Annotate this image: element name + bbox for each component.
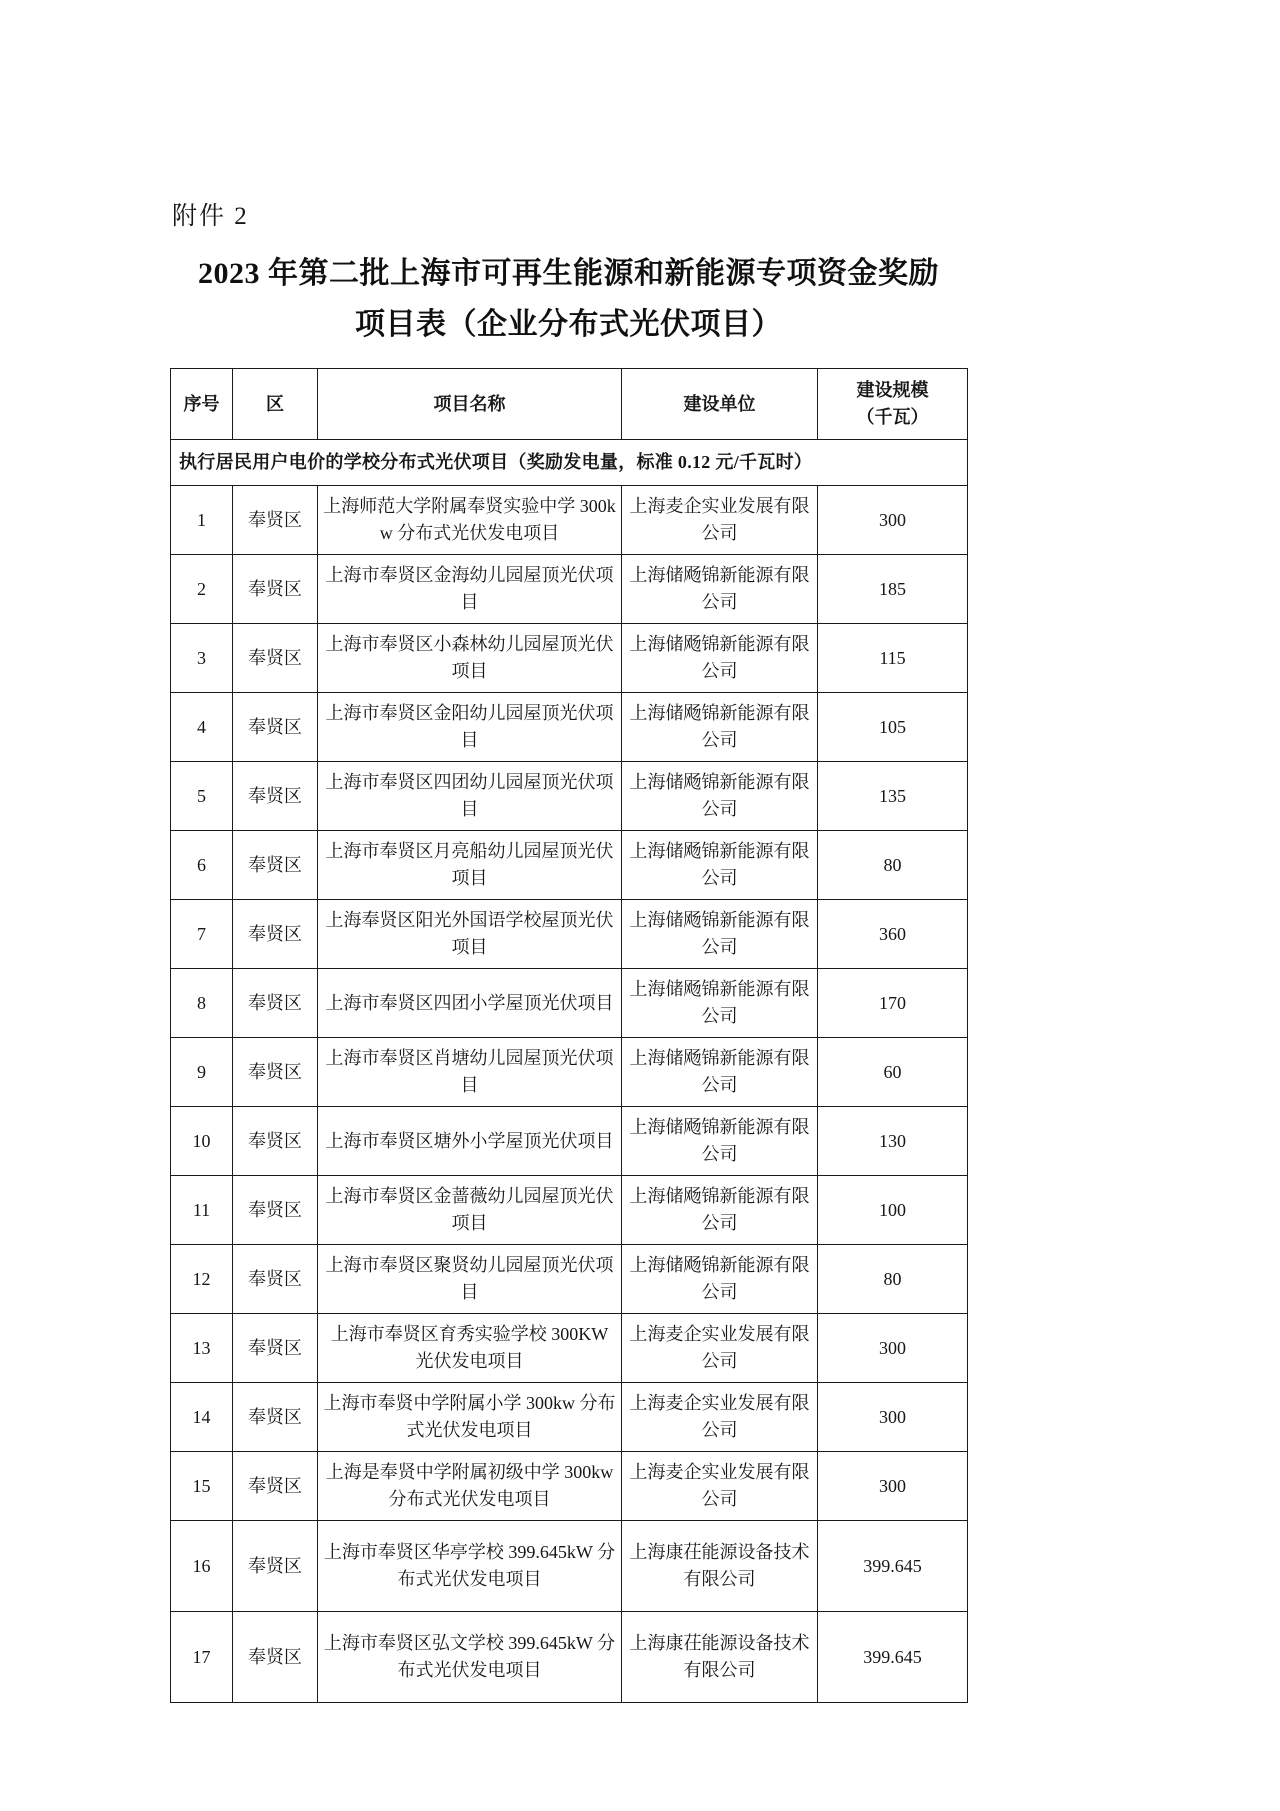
row-construction-scale: 80 [818, 1245, 968, 1314]
row-project-name: 上海市奉贤区金蔷薇幼儿园屋顶光伏项目 [318, 1176, 622, 1245]
row-construction-unit: 上海储飏锦新能源有限公司 [622, 555, 818, 624]
table-header-row [171, 369, 968, 440]
row-project-name: 上海师范大学附属奉贤实验中学 300kw 分布式光伏发电项目 [318, 486, 622, 555]
row-project-name: 上海市奉贤区月亮船幼儿园屋顶光伏项目 [318, 831, 622, 900]
row-district: 奉贤区 [233, 831, 318, 900]
row-district: 奉贤区 [233, 486, 318, 555]
row-serial-number: 1 [171, 486, 233, 555]
row-construction-unit: 上海储飏锦新能源有限公司 [622, 969, 818, 1038]
row-construction-unit: 上海储飏锦新能源有限公司 [622, 762, 818, 831]
row-construction-scale: 300 [818, 1452, 968, 1521]
row-construction-unit: 上海麦企实业发展有限公司 [622, 486, 818, 555]
row-serial-number: 14 [171, 1383, 233, 1452]
row-construction-unit: 上海储飏锦新能源有限公司 [622, 1107, 818, 1176]
row-serial-number: 9 [171, 1038, 233, 1107]
row-district: 奉贤区 [233, 1038, 318, 1107]
row-construction-scale: 300 [818, 1383, 968, 1452]
row-serial-number: 2 [171, 555, 233, 624]
row-district: 奉贤区 [233, 1521, 318, 1612]
table-row [171, 1314, 968, 1383]
row-construction-scale: 300 [818, 1314, 968, 1383]
row-serial-number: 3 [171, 624, 233, 693]
document-title-line-1: 2023 年第二批上海市可再生能源和新能源专项资金奖励 [198, 257, 939, 290]
row-district: 奉贤区 [233, 969, 318, 1038]
row-construction-scale: 130 [818, 1107, 968, 1176]
column-header-no: 序号 [171, 369, 233, 440]
column-header-project: 项目名称 [318, 369, 622, 440]
table-row [171, 555, 968, 624]
row-project-name: 上海市奉贤区聚贤幼儿园屋顶光伏项目 [318, 1245, 622, 1314]
row-serial-number: 15 [171, 1452, 233, 1521]
row-serial-number: 17 [171, 1612, 233, 1703]
table-row [171, 624, 968, 693]
row-project-name: 上海市奉贤区四团幼儿园屋顶光伏项目 [318, 762, 622, 831]
row-district: 奉贤区 [233, 1245, 318, 1314]
row-construction-unit: 上海储飏锦新能源有限公司 [622, 1038, 818, 1107]
column-header-scale-line-2: （千瓦） [856, 407, 929, 427]
attachment-label: 附件 2 [172, 203, 249, 230]
table-row [171, 1521, 968, 1612]
row-district: 奉贤区 [233, 900, 318, 969]
row-project-name: 上海市奉贤区塘外小学屋顶光伏项目 [318, 1107, 622, 1176]
row-district: 奉贤区 [233, 1612, 318, 1703]
table-row [171, 1612, 968, 1703]
row-district: 奉贤区 [233, 1383, 318, 1452]
row-district: 奉贤区 [233, 762, 318, 831]
row-project-name: 上海市奉贤区华亭学校 399.645kW 分布式光伏发电项目 [318, 1521, 622, 1612]
row-construction-scale: 60 [818, 1038, 968, 1107]
row-construction-unit: 上海麦企实业发展有限公司 [622, 1452, 818, 1521]
row-project-name: 上海市奉贤区四团小学屋顶光伏项目 [318, 969, 622, 1038]
row-serial-number: 5 [171, 762, 233, 831]
row-construction-unit: 上海麦企实业发展有限公司 [622, 1383, 818, 1452]
row-construction-scale: 135 [818, 762, 968, 831]
row-serial-number: 8 [171, 969, 233, 1038]
row-construction-scale: 300 [818, 486, 968, 555]
row-project-name: 上海市奉贤区育秀实验学校 300KW 光伏发电项目 [318, 1314, 622, 1383]
row-serial-number: 12 [171, 1245, 233, 1314]
table-row [171, 969, 968, 1038]
row-construction-scale: 80 [818, 831, 968, 900]
row-construction-scale: 399.645 [818, 1612, 968, 1703]
row-serial-number: 4 [171, 693, 233, 762]
table-row [171, 1452, 968, 1521]
row-district: 奉贤区 [233, 1176, 318, 1245]
column-header-scale [818, 369, 968, 440]
row-construction-unit: 上海储飏锦新能源有限公司 [622, 624, 818, 693]
column-header-company: 建设单位 [622, 369, 818, 440]
row-construction-unit: 上海储飏锦新能源有限公司 [622, 831, 818, 900]
column-header-scale-line-1: 建设规模 [856, 380, 929, 400]
row-serial-number: 10 [171, 1107, 233, 1176]
row-project-name: 上海市奉贤区小森林幼儿园屋顶光伏项目 [318, 624, 622, 693]
row-district: 奉贤区 [233, 624, 318, 693]
document-content [170, 196, 967, 1703]
row-serial-number: 6 [171, 831, 233, 900]
row-construction-scale: 185 [818, 555, 968, 624]
table-row [171, 1107, 968, 1176]
award-projects-table [170, 368, 968, 1703]
row-construction-scale: 100 [818, 1176, 968, 1245]
row-construction-unit: 上海储飏锦新能源有限公司 [622, 693, 818, 762]
row-construction-scale: 170 [818, 969, 968, 1038]
row-district: 奉贤区 [233, 555, 318, 624]
document-title-line-2: 项目表（企业分布式光伏项目） [355, 308, 782, 341]
table-row [171, 693, 968, 762]
row-construction-scale: 399.645 [818, 1521, 968, 1612]
row-construction-unit: 上海麦企实业发展有限公司 [622, 1314, 818, 1383]
row-construction-unit: 上海储飏锦新能源有限公司 [622, 900, 818, 969]
document-title [170, 248, 967, 350]
table-row [171, 900, 968, 969]
table-row [171, 1038, 968, 1107]
row-construction-scale: 115 [818, 624, 968, 693]
row-construction-scale: 105 [818, 693, 968, 762]
section-header-row [171, 440, 968, 486]
row-construction-scale: 360 [818, 900, 968, 969]
row-project-name: 上海市奉贤区金阳幼儿园屋顶光伏项目 [318, 693, 622, 762]
row-project-name: 上海市奉贤区金海幼儿园屋顶光伏项目 [318, 555, 622, 624]
row-project-name: 上海奉贤区阳光外国语学校屋顶光伏项目 [318, 900, 622, 969]
row-construction-unit: 上海康茌能源设备技术有限公司 [622, 1612, 818, 1703]
row-district: 奉贤区 [233, 1314, 318, 1383]
section-header: 执行居民用户电价的学校分布式光伏项目（奖励发电量，标准 0.12 元/千瓦时） [171, 440, 968, 486]
row-serial-number: 16 [171, 1521, 233, 1612]
row-district: 奉贤区 [233, 1107, 318, 1176]
table-row [171, 1245, 968, 1314]
table-row [171, 486, 968, 555]
row-project-name: 上海市奉贤区弘文学校 399.645kW 分布式光伏发电项目 [318, 1612, 622, 1703]
table-row [171, 1176, 968, 1245]
table-row [171, 762, 968, 831]
row-construction-unit: 上海康茌能源设备技术有限公司 [622, 1521, 818, 1612]
row-construction-unit: 上海储飏锦新能源有限公司 [622, 1176, 818, 1245]
row-district: 奉贤区 [233, 1452, 318, 1521]
row-project-name: 上海市奉贤中学附属小学 300kw 分布式光伏发电项目 [318, 1383, 622, 1452]
row-serial-number: 11 [171, 1176, 233, 1245]
column-header-district: 区 [233, 369, 318, 440]
row-serial-number: 13 [171, 1314, 233, 1383]
table-row [171, 831, 968, 900]
row-project-name: 上海市奉贤区肖塘幼儿园屋顶光伏项目 [318, 1038, 622, 1107]
row-district: 奉贤区 [233, 693, 318, 762]
row-project-name: 上海是奉贤中学附属初级中学 300kw 分布式光伏发电项目 [318, 1452, 622, 1521]
row-serial-number: 7 [171, 900, 233, 969]
row-construction-unit: 上海储飏锦新能源有限公司 [622, 1245, 818, 1314]
table-row [171, 1383, 968, 1452]
